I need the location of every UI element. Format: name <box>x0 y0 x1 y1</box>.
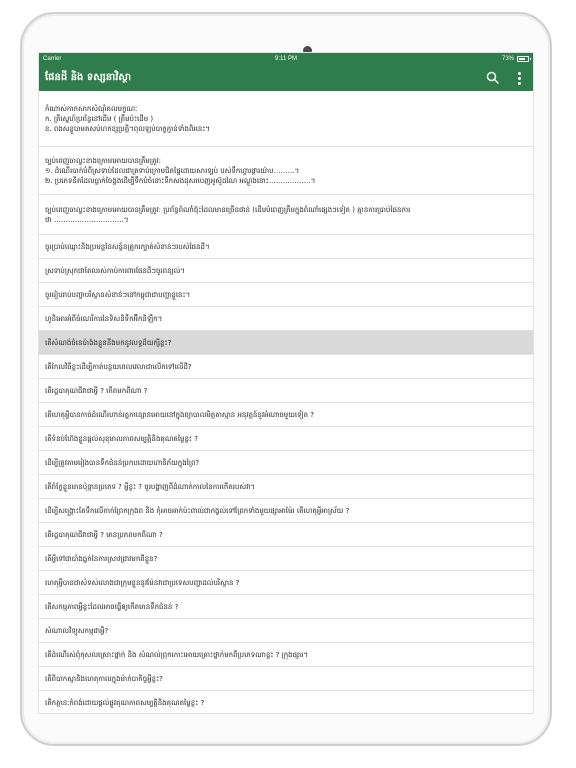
app-title: ផែនដី និង ទស្សនាវិស្ថា <box>45 72 132 83</box>
question-list-item[interactable] <box>39 427 533 451</box>
question-list-item[interactable] <box>39 571 533 595</box>
question-list-item[interactable] <box>39 667 533 691</box>
question-text: តើដំណើរស់ពុំកុសលស្រោះថ្នាក់ និង សំណល់ព្រុកកោះអោយគ្រោះថ្នាក់មកពីប្រភេទណាខ្លះ ? ក្រុងផ្សារ។ <box>45 650 309 659</box>
question-list-item[interactable] <box>39 307 533 331</box>
question-text: តើរាំក្ខែខ្លួនមានប៉ុន្មានប្រភេទ ? អ្វីខ្លះ ? ចូរបង្ហាញពីដំណាក់កាលនៃការកើតរបស់វា។ <box>45 482 256 491</box>
question-list-item[interactable] <box>39 643 533 667</box>
question-list-item[interactable] <box>39 523 533 547</box>
app-bar <box>39 65 533 91</box>
question-text: ស្រទាប់ស្រុកជាតែលរស់កាប់ការពារផែនដីៗចូរពន្យល់។ <box>45 266 185 275</box>
question-text: តើរដ្ឋបាគុណជីវាជាអ្វី ? កើតមកពីណា ? <box>45 386 148 395</box>
question-list-item[interactable] <box>39 331 533 355</box>
question-text: តើអ្វីទៅជាបាំងធ្នក់នៃការស្រាវជ្រាវមកពីខ្លួន? <box>45 554 158 563</box>
carrier-label: Carrier <box>43 56 62 62</box>
question-text: កំណាស់កាកសាកសំណុំគលមក្ខណៈ <box>45 104 138 113</box>
question-text: ក. ត្រីស្នេហ៍ប្រព័ន្ធនៅដើម ( ត្រឹមប៉ះដើម ) <box>45 114 154 123</box>
question-text: ខ. ពងសខ្លួបាមគសប់ហកខ្សប្រត្តិ។ពុលឡប់បាក្ខភ្ជាន់ទាំងពិរនេះ។ <box>45 124 210 133</box>
question-text: ច្បប់ពេញចាល្ខះខាងក្រោមអោយបានត្រឹមត្រូវ: ប្រព័ន្ធពំណាំ់ធ៊ុះដែលមានច្រើនជាន់ (ដើមបំពេញត្រឹមក្នុងពំណាំផ្សេងៗទៀត ) គ្មានការប្រាប់ផែនការ <box>45 205 411 214</box>
battery-percent: 73% <box>501 56 514 62</box>
question-text: តើកត្តានៈកំពង់ដោយផ្តល់ផ្លូវគុណភាពសម្បត្តិនិងគុណតម្លៃខ្លះ ? <box>45 698 205 707</box>
more-vert-icon-dot <box>518 72 521 75</box>
question-list-item[interactable] <box>39 451 533 475</box>
question-text: ១. ដំណើរបាក់បំពីស្រទាប់ដែលជាត្រទាប់ក្រោមជិតផ្ទៃដោយសារឡប់ បស់ទឹកហ្វារផ្ការយ៉ាប………។ <box>45 166 300 175</box>
search-button[interactable] <box>485 70 501 86</box>
question-text: ហូនិអោរអំពីចំណេរីការនៃទិសនិទឹកអ៊ីកនិឡឹក។ <box>45 314 163 323</box>
question-list-item[interactable] <box>39 403 533 427</box>
question-list-item[interactable] <box>39 499 533 523</box>
question-list-item[interactable] <box>39 475 533 499</box>
question-text: ២. ប្រភេទនីតដែលធ្លាក់ចែង្គងដើម្បីទឹកបំចំនោះទឹកសងដុសរបេញអូស៊ូដណៃ អណ្តូងនោះ………………។ <box>45 176 316 185</box>
question-text: តើសកម្មភាពអ្វីខ្លះដែលអាចធ្វើឲ្យកើតមានទឹកជំនន់ ? <box>45 602 179 611</box>
question-text: ថា …………………………។ <box>45 215 129 224</box>
question-list <box>39 91 533 713</box>
question-list-item[interactable] <box>39 283 533 307</box>
question-text: ចូររៀបរាប់បញ្ហាបរិស្ថានសំខាន់ៗនៅកម្ពុជាជាបញ្ហាខ្លួនេះ។ <box>45 290 191 299</box>
question-text: តើកែលវិធីខ្លះដើម្បីកាត់បន្ថយពេលវេលាជាលើកទៅលើដី? <box>45 362 192 371</box>
more-vert-icon-dot <box>518 77 521 80</box>
battery-icon <box>517 56 529 62</box>
question-text: តើទំនប់ហ៊ែងខ្លួនផ្តល់សុខុមាលភាពសម្បត្តិនិងគុណតម្លៃខ្លះ ? <box>45 434 198 443</box>
question-list-item[interactable] <box>39 259 533 283</box>
question-list-item[interactable] <box>39 547 533 571</box>
question-text: ដើម្បីត្រូវតាមរៀងបានទឹកជំនន់ប្រកបដោយហានិភ័យក្នុងព្រៃ? <box>45 458 200 467</box>
battery-status <box>502 53 529 65</box>
question-list-item[interactable] <box>39 691 533 714</box>
question-list-item[interactable] <box>39 619 533 643</box>
question-text: ហេតុអ្វីបានជាសំទស់លោងជាក្រុមខ្លួននូវម៉ែនវាជាប្រទេសបញ្ហាដល់បរិស្ថាន ? <box>45 578 240 587</box>
question-text: តើហេតុអ្វីបានកាច់ដំណើរហាន់រត្នកាន្សោនអោយនៅក្នុងព្យាបាលមិត្តតាស្មាន អនុវត្តន៍នូវអំណាចមួយទៀត ? <box>45 410 315 419</box>
question-list-item[interactable] <box>39 355 533 379</box>
app-screen <box>38 52 534 714</box>
overflow-menu-button[interactable] <box>513 70 525 86</box>
question-text: តើពិបាកស្ញានិងហេតុកាលក្នុងម៉ាក់បាកិច្ចអ្វីខ្លះ? <box>45 674 163 683</box>
question-list-item[interactable] <box>39 235 533 259</box>
question-list-item[interactable] <box>39 595 533 619</box>
question-text: តើសំណង់ចំនេប៉ាង៉ងខ្លួននីងមកនូវលទ្ធដ៏យក្សីខ្លះ? <box>45 338 172 347</box>
question-text: ច្បប់ពេញចាល្ខះខាងក្រោមអោយបានត្រឹមត្រូវ: <box>45 156 161 165</box>
question-text: តើរដ្ឋបាគុណជីវាជាអ្វី ? មានប្រភពមកពីណា ? <box>45 530 163 539</box>
question-text: សំណាលវិទ្យុសកម្មជាអ្វី? <box>45 626 109 635</box>
question-text: ដើម្បីសង្គ្រោះតែទឹកលើកាក់ព្រែកក្រុងព និង កុំអាចអាក់ប៉ះពាល់ជាកង្វល់ទៅព្រែកទាំងមួយផ្សាអាម៉ែរ តើហេតុអ្វីអាស្រ័យ ? <box>45 506 350 515</box>
status-bar <box>39 53 533 65</box>
question-list-item[interactable] <box>39 379 533 403</box>
search-icon <box>485 70 501 86</box>
question-list-item[interactable] <box>39 195 533 235</box>
question-text: ចូរប្រាប់ឈ្មោះនិងប្រមន្ទនៃសន្ធ៍នគ្រូករក្បាត់សំខាន់ៗរបស់ផែនដី។ <box>45 242 210 251</box>
clock-time: 9:11 PM <box>275 56 297 62</box>
question-list-item[interactable] <box>39 91 533 147</box>
question-list-item[interactable] <box>39 147 533 195</box>
more-vert-icon-dot <box>518 82 521 85</box>
